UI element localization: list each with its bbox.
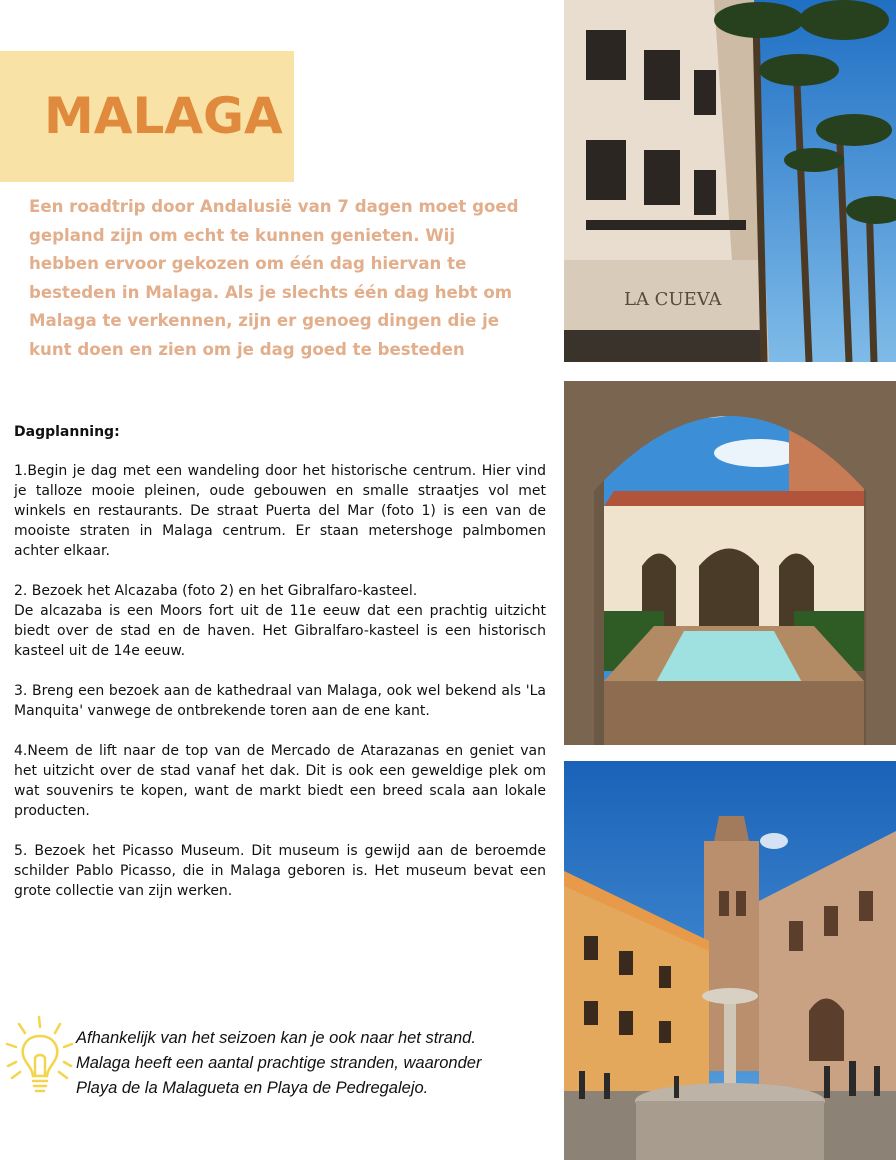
- beach-tip: [76, 1026, 546, 1101]
- step-4: 4.Neem de lift naar de top van de Mercado de Atarazanas en geniet van het uitzicht over de stad vanaf het dak. Dit is ook een geweldige plek om wat souvenirs te kopen, want de markt biedt een breed scala aan lokale producten.: [14, 743, 546, 819]
- lightbulb-icon: [4, 1014, 74, 1100]
- day-plan: [14, 461, 546, 921]
- tip-line-2: Malaga heeft een aantal prachtige stranden, waaronder: [76, 1054, 482, 1072]
- tip-line-1: Afhankelijk van het seizoen kan je ook naar het strand.: [76, 1029, 476, 1047]
- intro-text: Een roadtrip door Andalusië van 7 dagen moet goed gepland zijn om echt te kunnen genieten. Wij hebben ervoor gekozen om één dag hiervan te besteden in Malaga. Als je slechts één dag hebt om Malaga te verkennen, zijn er genoeg dingen die je kunt doen en zien om je dag goed te besteden: [29, 197, 519, 359]
- dagplanning-heading: Dagplanning:: [14, 424, 120, 440]
- page-title: MALAGA: [44, 87, 283, 145]
- step-1: 1.Begin je dag met een wandeling door het historische centrum. Hier vind je talloze mooie pleinen, oude gebouwen en smalle straatjes vol met winkels en restaurants. De straat Puerta del Mar (foto 1) is een van de mooiste straten in Malaga centrum. Er staan metershoge palmbomen achter elkaar.: [14, 463, 546, 559]
- step-5: 5. Bezoek het Picasso Museum. Dit museum is gewijd aan de beroemde schilder Pablo Picasso, die in Malaga geboren is. Het museum bevat een grote collectie van zijn werken.: [14, 843, 546, 899]
- step-2-detail: De alcazaba is een Moors fort uit de 11e eeuw dat een prachtig uitzicht biedt over de stad en de haven. Het Gibralfaro-kasteel is een historisch kasteel uit de 14e eeuw.: [14, 603, 546, 659]
- photo-cathedral: [564, 761, 896, 1160]
- tip-line-3: Playa de la Malagueta en Playa de Pedregalejo.: [76, 1079, 429, 1097]
- photo-puerta-del-mar: [564, 0, 896, 362]
- photo1-sign: LA CUEVA: [624, 289, 722, 310]
- step-3: 3. Breng een bezoek aan de kathedraal van Malaga, ook wel bekend als 'La Manquita' vanwege de ontbrekende toren aan de ene kant.: [14, 683, 546, 719]
- step-2: 2. Bezoek het Alcazaba (foto 2) en het Gibralfaro-kasteel.: [14, 583, 418, 599]
- photo-alcazaba: [564, 381, 896, 745]
